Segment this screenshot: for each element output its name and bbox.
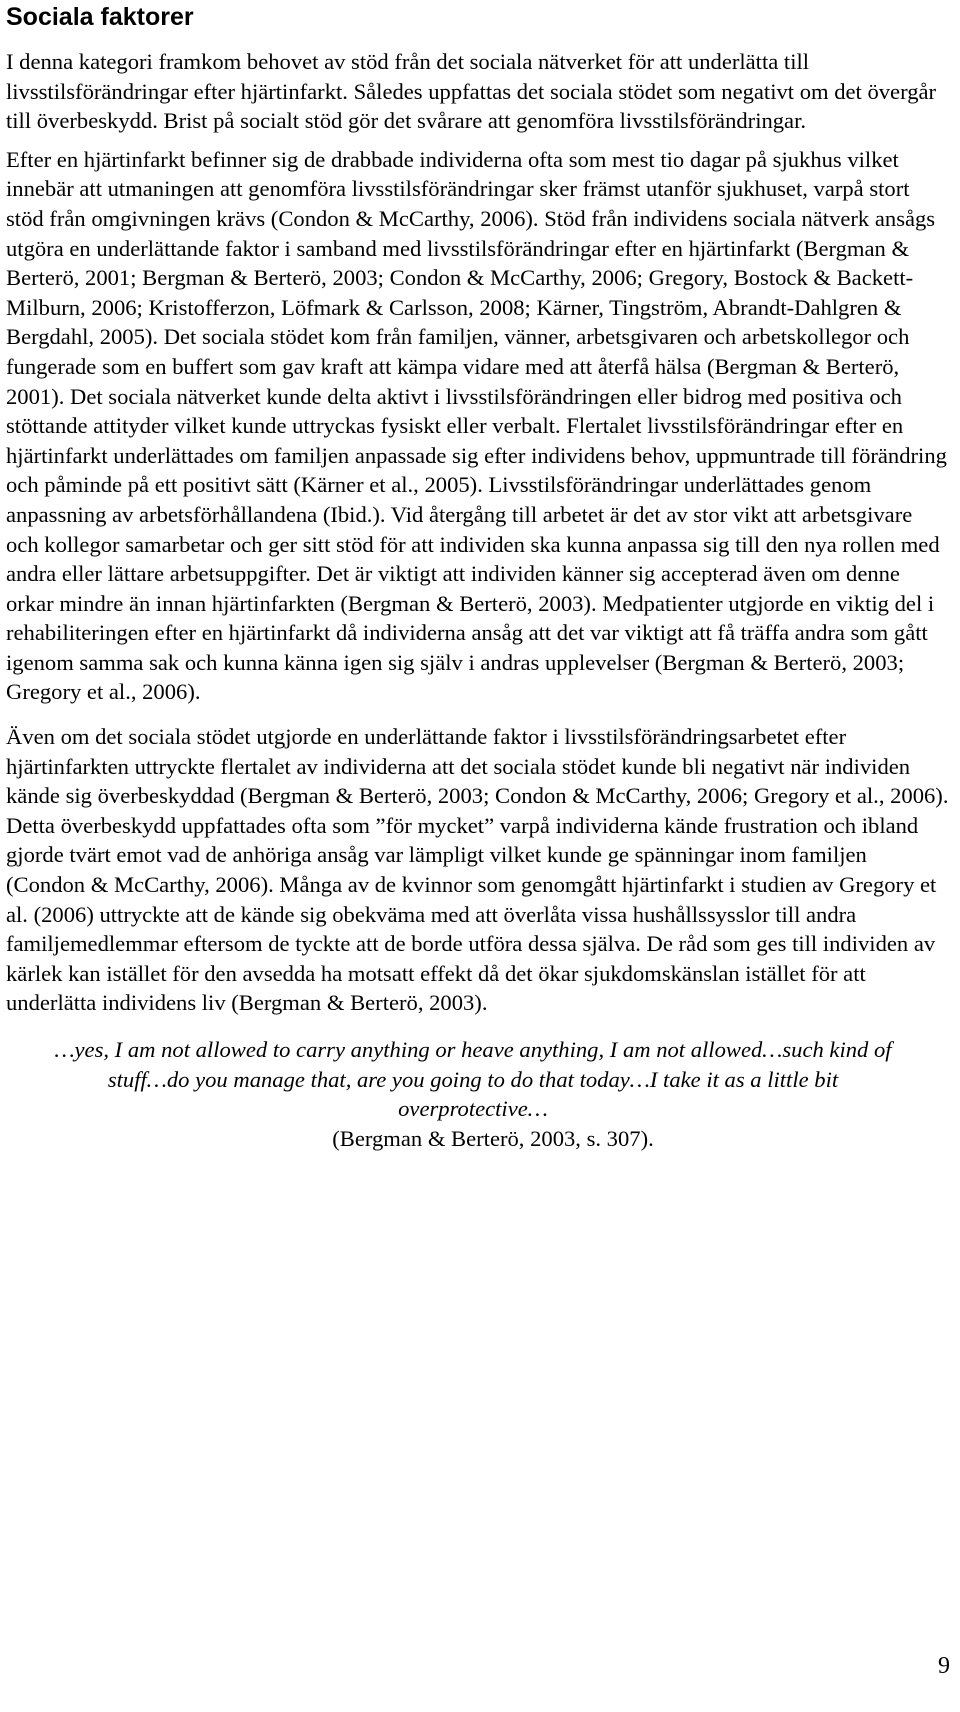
paragraph-overprotection: Även om det sociala stödet utgjorde en underlättande faktor i livsstilsförändringsarbetet efter hjärtinfarkten uttryckte flertalet av individerna att det sociala stödet kunde bli negativt när individen kände sig överbeskyddad (Bergman & Berterö, 2003; Condon & McCarthy, 2006; Gregory et al., 2006). Detta överbeskydd uppfattades ofta som ”för mycket” varpå individerna kände frustration och ibland gjorde tvärt emot vad de anhöriga ansåg var lämpligt vilket kunde ge spänningar inom familjen (Condon & McCarthy, 2006). Många av de kvinnor som genomgått hjärtinfarkt i studien av Gregory et al. (2006) uttryckte att de kände sig obekväma med att överlåta vissa hushållssysslor till andra familjemedlemmar eftersom de tyckte att de borde utföra dessa själva. De råd som ges till individen av kärlek kan istället för den avsedda ha motsatt effekt då det ökar sjukdomskänslan istället för att underlätta individens liv (Bergman & Berterö, 2003).	[6, 724, 949, 1016]
page-number: 9	[938, 1653, 950, 1679]
paragraph-social-support: Efter en hjärtinfarkt befinner sig de drabbade individerna ofta som mest tio dagar på sjukhus vilket innebär att utmaningen att genomföra livsstilsförändringar sker främst utanför sjukhuset, varpå stort stöd från omgivningen krävs (Condon & McCarthy, 2006). Stöd från individens sociala nätverk ansågs utgöra en underlättande faktor i samband med livsstilsförändringar efter en hjärtinfarkt (Bergman & Berterö, 2001; Bergman & Berterö, 2003; Condon & McCarthy, 2006; Gregory, Bostock & Backett-Milburn, 2006; Kristofferzon, Löfmark & Carlsson, 2008; Kärner, Tingström, Abrandt-Dahlgren & Bergdahl, 2005). Det sociala stödet kom från familjen, vänner, arbetsgivaren och arbetskollegor och fungerade som en buffert som gav kraft att kämpa vidare med att återfå hälsa (Bergman & Berterö, 2001). Det sociala nätverket kunde delta aktivt i livsstilsförändringen eller bidrog med positiva och stöttande attityder vilket kunde uttryckas fysiskt eller verbalt. Flertalet livsstilsförändringar efter en hjärtinfarkt underlättades om familjen anpassade sig efter individens behov, uppmuntrade till förändring och påminde på ett positivt sätt (Kärner et al., 2005). Livsstilsförändringar underlättades genom anpassning av arbetsförhållandena (Ibid.). Vid återgång till arbetet är det av stor vikt att arbetsgivare och kollegor samarbetar och ger sitt stöd för att individen ska kunna anpassa sig till den nya rollen med andra eller lättare arbetsuppgifter. Det är viktigt att individen känner sig accepterad även om denne orkar mindre än innan hjärtinfarkten (Bergman & Berterö, 2003). Medpatienter utgjorde en viktig del i rehabiliteringen efter en hjärtinfarkt då individerna ansåg att det var viktigt att få träffa andra som gått igenom samma sak och kunna känna igen sig själv i andras upplevelser (Bergman & Berterö, 2003; Gregory et al., 2006).	[6, 146, 947, 705]
quote-citation: (Bergman & Berterö, 2003, s. 307).	[332, 1125, 654, 1151]
block-quote	[6, 1035, 950, 1153]
quote-text: …yes, I am not allowed to carry anything or heave anything, I am not allowed…such kind of stuff…do you manage that, are you going to do that today…I take it as a little bit overprotective…	[54, 1037, 892, 1122]
section-heading: Sociala faktorer	[6, 3, 194, 31]
paragraph-intro: I denna kategori framkom behovet av stöd från det sociala nätverket för att underlätta till livsstilsförändringar efter hjärtinfarkt. Således uppfattas det sociala stödet som negativt om det övergår till överbeskydd. Brist på socialt stöd gör det svårare att genomföra livsstilsförändringar.	[6, 49, 937, 134]
document-page	[6, 0, 950, 1153]
